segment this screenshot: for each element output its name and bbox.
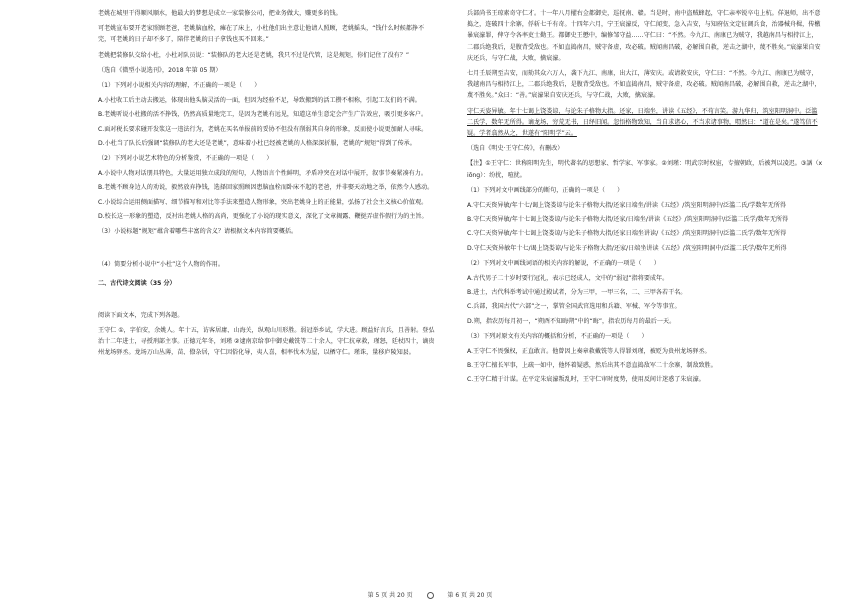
question-1-option-c: C.面对税长要求碰开发浆这一违法行为，老姚在买名单报前的妥协不但没有削弱其自身的形象，反而使小说更加耐人寻味。 (98, 125, 428, 133)
passage-paragraph: 可老姚宣布要开老家照顾老爸，老姚脑血栓，瘫在了床上，小杜他们出主意让他请人照顾，老姚摇头，“钱什么时候都挣不完，可老姚的日子却不多了，陪伴老姚的日子拿钱也买不回来。” (98, 25, 425, 44)
section-heading: 二、古代诗文阅读（35 分） (98, 280, 176, 288)
reading-instruction: 阅读下面文本，完成下列各题。 (98, 311, 184, 319)
question-1-option-b: B.老姚听说小杜搬的活不挣钱，仍然高质量地完工，是因为老姚有远见，知道这单生意定会产生广告效应，吸引更多客户。 (98, 111, 428, 119)
classical-passage-paragraph: 兵部尚书王琼素奇守仁才。十一年八月擢右佥都御史，巡抚南、赣。当是时，南中盗贼蜂起，守仁亲率锐卒屯上杭。佯退师，出不意捣之，连破四十余寨，俘斩七千有奇。十四年六月，宁王宸濠反，守仁闻变，急入吉安，与知府伍文定征调兵食，治器械舟楫，传檄暴宸濠罪，俾守令各率吏士勤王。都御史王懋中，编修邹守益……守仁曰：“不然。今九江、南康已为贼守，我越南昌与相持江上，二郡兵绝我后，是腹背受敌也。不如直捣南昌，贼守备虚，攻必破。贼闻南昌破，必解围自救，逆击之湖中，蔑不胜矣。”宸濠果自安庆还兵，与守仁战，大败，擒宸濠。 (467, 10, 821, 62)
question-2-option-b: B.老姚不顾身边人的劝说，毅然放弃挣钱，选择回家照顾因患脑血栓而卧床不起的老爸，并非娶天动地之举，依然令人感动。 (98, 184, 434, 192)
binding-circle-icon (427, 592, 434, 599)
passage-paragraph: 老姚在城里干得顺风顺水，他最大的梦想是成立一家装修公司，把业务做大，赚更多的钱。 (98, 10, 342, 17)
question-1-option-d: D.守仁天资异敏年十七/谒上饶娄谅/与论朱子格物大指/还家/日端坐讲读《五经》/筑室阳明洞中/泛滥二氏学/数年无所得 (467, 244, 787, 252)
passage-note: 【注】①王守仁：世称阳明先生，明代著名的思想家、哲学家、军事家。②刘瑾：明武宗时权宦，专擅朝政，后被判以凌迟。③訩（xiōng）：纷扰，喧扰。 (467, 160, 823, 179)
question-1-option-a: A.守仁天资异敏/年十七/谒上饶娄谅与论朱子格物大指/还家日端坐/讲读《五经》/筑室阳明洞中/泛滥二氏/学数年无所得 (467, 202, 786, 210)
question-2-stem: （2）下列对小说艺术特色的分析鉴赏，不正确的一项是（ ） (98, 155, 273, 163)
classical-passage-paragraph: 王守仁 ①，字伯安，余姚人。年十五，访客居庸、山海关，纵观山川形胜。弱冠举乡试，学大进。顾益好言兵，且善射。登弘治十二年进士，寻授刑部主事。正德元年冬，刘瑾 ②逮南京给事中御史戴铣等二十余人，守仁抗章救，瑾怒，廷杖四十，谪贵州龙场驿丞。龙场万山丛薄，苗、僚杂居，守仁因俗化导，夷人喜，相率伐木为屋，以栖守仁。瑾诛，量移庐陵知县。 (98, 326, 435, 357)
classical-passage-underlined: 守仁天姿异敏。年十七谒上饶娄谅，与论朱子格物大指。还家，日端坐，讲读《五经》，不苟言笑。游九华归，筑室阳明洞中。泛滥二氏学，数年无所得。谪龙场，穷荒无书，日绎旧闻。忽悟格物致知，当自求诸心，不当求诸事物，喟然曰：“道在是矣。”遂笃信不疑。学者翕然从之，世遂有“阳明学”云。 (467, 107, 818, 138)
question-3-option-a: A.王守仁不畏强权，正直敢言。他曾因上奏章救戴铣等人得罪刘瑾，被贬为贵州龙场驿丞。 (467, 348, 711, 356)
question-1-option-d: D.小杜当了队长后强调“装修队的老大还是老姚”，意味着小杜已经被老姚的人格深深折服，老姚的“规矩”得到了传承。 (98, 139, 416, 147)
question-1-stem: （1）下列对小说相关内容的理解，不正确的一项是（ ） (98, 82, 261, 90)
question-2-stem: （2）下列对文中画线词语的相关内容的解说，不正确的一项是（ ） (467, 259, 660, 267)
question-3-stem: （3）下列对原文有关内容的概括和分析，不正确的一项是（ ） (467, 332, 648, 340)
question-1-option-b: B.守仁天资异敏/年十七谒上饶娄谅/与论朱子格物大指/还家/日端坐/讲读《五经》/筑室阳明洞中/泛滥二氏学/数年无所得 (467, 216, 789, 224)
page-footer (0, 590, 860, 599)
question-2-option-d: D.校长这一形象的塑造，反衬出老姚人格的高尚，更强化了小说的现实意义，深化了文章揭露、鞭挞弄虚作假行为的主旨。 (98, 212, 428, 220)
question-2-option-d: D.朔，指农历每月初一，“朔酉不知晦朔”中的“晦”，指农历每月的最后一天。 (467, 317, 676, 325)
question-2-option-c: C.兵部，我国古代“六部”之一，掌管全国武官选用和兵籍、军械、军令等事宜。 (467, 303, 681, 311)
question-2-option-a: A.古代男子二十岁时要行冠礼，表示已经成人，文中的“弱冠”指将要成年。 (467, 275, 669, 283)
page-number-right: 第 6 页 共 20 页 (447, 592, 493, 599)
right-column (467, 8, 823, 389)
question-4: （4）简要分析小说中“小杜”这个人物的作用。 (98, 261, 224, 269)
question-3: （3）小说标题“规矩”蕴含着哪些丰富的含义？请根据文本内容简要概括。 (98, 228, 298, 236)
left-column (98, 8, 436, 362)
question-1-option-a: A.小杜收工后主动去搬运，体现出他头脑灵活的一面，但因为经验不足，导致搬到的活工攒不相称，引起工友们的不满。 (98, 97, 421, 105)
classical-passage-paragraph: 七月壬辰朔至吉安，而劾其众六万人，袭下九江、南康，出大江，薄安庆。或请救安庆，守仁曰：“不然。今九江、南康已为贼守，我越南昌与相持江上，二郡兵绝我后，是腹背受敌也。不如直捣南昌，贼守备虚，攻必破。贼闻南昌破，必解围自救，逆击之湖中，蔑不胜矣。”众曰：“善。”宸濠果自安庆还兵，与守仁战，大败，擒宸濠。 (467, 70, 821, 100)
question-3-option-c: C.王守仁精于计谋。在平定朱宸濠叛乱时，王守仁审时度势，使用反间计迷惑了朱宸濠。 (467, 376, 705, 384)
question-1-stem: （1）下列对文中画线部分的断句，正确的一项是（ ） (467, 186, 624, 194)
passage-source: （选自《微型小说选刊》，2018 年第 05 期） (98, 66, 222, 74)
question-2-option-b: B.进士，古代科举考试中通过殿试者，分为三甲，一甲三名，二、三甲各若干名。 (467, 289, 687, 297)
question-1-option-c: C.守仁天资异敏/年十七谒上饶娄谅/与论朱子格物大指/还家日端坐讲读/《五经》/筑室阳明洞中/泛滥二氏学/数年无所得 (467, 230, 787, 238)
question-3-option-b: B.王守仁擅长军事，上疏一如中，他怀着疑惑，然后出其不意直捣敌军二十余寨，制敌致胜。 (467, 362, 717, 370)
question-2-option-a: A.小说中人物对话朋具特色，大量运用独立成段的短句，人物语言个性鲜明，矛盾冲突在对话中展开，叙事节奏紧凑有力。 (98, 170, 427, 178)
page-number-left: 第 5 页 共 20 页 (367, 592, 413, 599)
passage-paragraph: 老姚把装修队交给小杜，小杜对队员说：“装修队的老大还是老姚，我只不过是代管，这是规矩，你们记住了没有？” (98, 51, 410, 59)
passage-source: （选自《明史·王守仁传》，有删改） (467, 145, 564, 153)
question-2-option-c: C.小说综合运用侧面描写、细节描写和对比等手法来塑造人物形象，突出老姚身上的正能量，弘扬了社会主义核心价值观。 (98, 198, 428, 206)
